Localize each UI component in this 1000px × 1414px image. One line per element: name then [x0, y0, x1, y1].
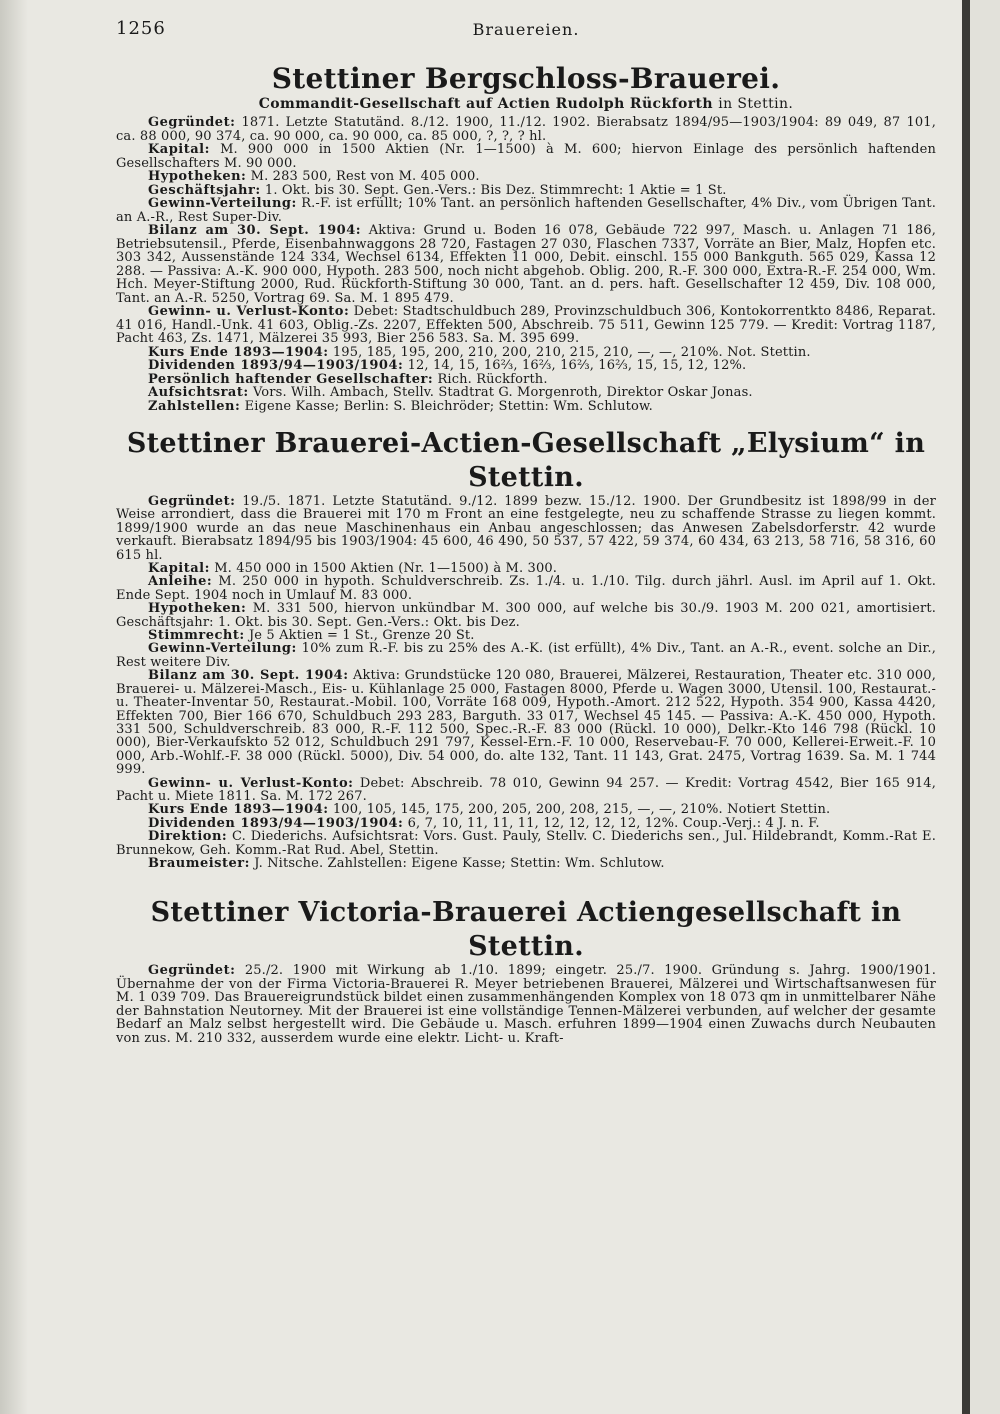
entry-label: Bilanz am 30. Sept. 1904: [148, 668, 349, 684]
entry-text: M. 450 000 in 1500 Aktien (Nr. 1—1500) à M. 300. [214, 561, 558, 577]
entry-text: 25./2. 1900 mit Wirkung ab 1./10. 1899; eingetr. 25./7. 1900. Gründung s. Jahrg. 1900/1901. Übernahme der von der Firma Victoria-Brauerei R. Meyer betriebenen Brauerei, Mälzerei und Wirtschaftsanwesen für M. 1 039 709. Das Brauereigrundstück bildet einen zusammenhängenden Komplex von 18 073 qm in unmittelbarer Nähe der Bahnstation Neutorney. Mit der Brauerei ist eine vollständige Tennen-Mälzerei verbunden, auf welcher der gesamte Bedarf an Malz selbst hergestellt wird. Die Gebäude u. Masch. erfuhren 1899—1904 einen Zuwachs durch Neubauten von zus. M. 210 332, ausserdem wurde eine elektr. Licht- u. Kraft- [116, 963, 936, 1046]
company-subtitle-name: Commandit-Gesellschaft auf Actien Rudolph Rückforth [258, 96, 713, 112]
entry-kapital [116, 143, 936, 170]
entry-zahlstellen [116, 400, 936, 414]
entry-label: Hypotheken: [148, 601, 247, 617]
entry-braumeister [116, 857, 936, 870]
entry-bilanz [116, 669, 936, 776]
entry-hypotheken [116, 602, 936, 629]
entry-text: Je 5 Aktien = 1 St., Grenze 20 St. [248, 628, 475, 644]
entry-label: Anleihe: [148, 574, 213, 590]
entry-label: Dividenden 1893/94—1903/1904: [148, 358, 404, 373]
entry-label: Zahlstellen: [148, 398, 241, 414]
company-section [116, 62, 936, 413]
entry-label: Direktion: [148, 829, 228, 845]
company-title: Stettiner Bergschloss-Brauerei. [271, 62, 781, 95]
entry-label: Gegründet: [148, 115, 236, 130]
entry-kurs [116, 346, 936, 360]
company-subtitle [116, 96, 936, 112]
entry-stimmrecht [116, 629, 936, 642]
entry-gesellschafter [116, 373, 936, 387]
entry-dividenden [116, 817, 936, 830]
entry-text: Debet: Stadtschuldbuch 289, Provinzschuldbuch 306, Kontokorrentkto 8486, Reparat. 41 016, Handl.-Unk. 41 603, Oblig.-Zs. 2207, Effekten 500, Abschreib. 75 511, Gewinn 125 779. — Kredit: Vortrag 1187, Pacht 463, Zs. 1471, Mälzerei 35 993, Bier 256 583. Sa. M. 395 699. [116, 304, 936, 346]
entry-label: Kapital: [148, 561, 210, 577]
entry-text: J. Nitsche. Zahlstellen: Eigene Kasse; Stettin: Wm. Schlutow. [254, 855, 665, 871]
entry-hypotheken [116, 170, 936, 184]
entry-label: Aufsichtsrat: [148, 385, 249, 400]
entry-label: Gewinn-Verteilung: [148, 196, 297, 211]
running-title: Brauereien. [472, 20, 580, 39]
entry-dividenden [116, 359, 936, 373]
company-section [116, 427, 936, 870]
entry-text: Eigene Kasse; Berlin: S. Bleichröder; Stettin: Wm. Schlutow. [244, 398, 653, 414]
company-title: Stettiner Brauerei-Actien-Gesellschaft „Elysium“ in Stettin. [126, 428, 926, 493]
entry-kurs [116, 803, 936, 816]
entry-gewinn-verteilung [116, 197, 936, 224]
entry-text: C. Diederichs. Aufsichtsrat: Vors. Gust. Pauly, Stellv. C. Diederichs sen., Jul. Hildebrandt, Komm.-Rat E. Brunnekow, Geh. Komm.-Rat Rud. Abel, Stettin. [116, 829, 936, 858]
company-section [116, 896, 936, 1045]
page-number: 1256 [116, 18, 166, 39]
entry-label: Kapital: [148, 142, 210, 157]
page-header [116, 18, 936, 44]
entry-label: Gewinn- u. Verlust-Konto: [148, 775, 354, 791]
entry-geschaeftsjahr [116, 184, 936, 198]
entry-kapital [116, 562, 936, 575]
entry-label: Gegründet: [148, 494, 236, 509]
entry-text: 1871. Letzte Statutänd. 8./12. 1900, 11./12. 1902. Bierabsatz 1894/95—1903/1904: 89 049, 87 101, ca. 88 000, 90 374, ca. 90 000, ca. 90 000, ca. 85 000, ?, ?, ? hl. [116, 115, 936, 144]
entry-gegruendet [116, 964, 936, 1045]
entry-label: Gewinn-Verteilung: [148, 641, 297, 657]
entry-label: Geschäftsjahr: [148, 182, 261, 198]
company-subtitle-place: in Stettin. [718, 96, 794, 112]
entry-label: Kurs Ende 1893—1904: [148, 344, 329, 360]
entry-label: Dividenden 1893/94—1903/1904: [148, 815, 404, 831]
entry-text: M. 331 500, hiervon unkündbar M. 300 000, auf welche bis 30./9. 1903 M. 200 021, amortisiert. Geschäftsjahr: 1. Okt. bis 30. Sept. Gen.-Vers.: Okt. bis Dez. [116, 601, 936, 630]
entry-text: 6, 7, 10, 11, 11, 11, 12, 12, 12, 12, 12%. Coup.-Verj.: 4 J. n. F. [407, 815, 820, 831]
entry-text: Debet: Abschreib. 78 010, Gewinn 94 257. — Kredit: Vortrag 4542, Bier 165 914, Pacht u. Miete 1811. Sa. M. 172 267. [116, 775, 936, 804]
entry-gegruendet [116, 116, 936, 143]
entry-text: M. 283 500, Rest von M. 405 000. [250, 169, 480, 184]
entry-label: Hypotheken: [148, 169, 247, 184]
page-content [116, 62, 936, 1045]
entry-text: 100, 105, 145, 175, 200, 205, 200, 208, 215, —, —, 210%. Notiert Stettin. [332, 802, 831, 818]
entry-text: Aktiva: Grundstücke 120 080, Brauerei, Mälzerei, Restauration, Theater etc. 310 000, Brauerei- u. Mälzerei-Masch., Eis- u. Kühlanlage 25 000, Fastagen 8000, Pferde u. Wagen 3000, Utensil. 100, Restaurat.- u. Theater-Inventar 50, Restaurat.-Mobil. 100, Vorräte 168 009, Hypoth.-Amort. 212 522, Hypoth. 354 900, Kassa 4420, Effekten 700, Bier 166 670, Schuldbuch 293 283, Barguth. 33 017, Wechsel 45 145. — Passiva: A.-K. 450 000, Hypoth. 331 500, Schuldverschreib. 83 000, R.-F. 112 500, Spec.-R.-F. 83 000 (Rückl. 10 000), Delkr.-Kto 146 798 (Rückl. 10 000), Bier-Verkaufskto 52 012, Schuldbuch 291 797, Kessel-Ern.-F. 10 000, Reservebau-F. 70 000, Kellerei-Erweit.-F. 10 000, Arb.-Wohlf.-F. 38 000 (Rückl. 5000), Div. 54 000, do. alte 132, Tant. 11 143, Grat. 2475, Vortrag 1639. Sa. M. 1 744 999. [116, 668, 937, 778]
entry-aufsichtsrat [116, 386, 936, 400]
entry-label: Stimmrecht: [148, 628, 245, 644]
entry-text: 19./5. 1871. Letzte Statutänd. 9./12. 1899 bezw. 15./12. 1900. Der Grundbesitz ist 1898/99 in der Weise arrondiert, dass die Brauerei mit 170 m Front an eine festgelegte, neu zu schaffende Strasse zu liegen kommt. 1899/1900 wurde an das neue Maschinenhaus ein Anbau angeschlossen; das Anwesen Zabelsdorferstr. 42 wurde verkauft. Bierabsatz 1894/95 bis 1903/1904: 45 600, 46 490, 50 537, 57 422, 59 374, 60 434, 63 213, 58 716, 58 316, 60 615 hl. [116, 494, 936, 563]
entry-label: Bilanz am 30. Sept. 1904: [148, 223, 362, 238]
entry-text: R.-F. ist erfüllt; 10% Tant. an persönlich haftenden Gesellschafter, 4% Div., vom Übrigen Tant. an A.-R., Rest Super-Div. [116, 196, 936, 225]
entry-label: Kurs Ende 1893—1904: [148, 802, 329, 818]
entry-text: 10% zum R.-F. bis zu 25% des A.-K. (ist erfüllt), 4% Div., Tant. an A.-R., event. solche an Dir., Rest weitere Div. [116, 641, 936, 670]
entry-text: M. 900 000 in 1500 Aktien (Nr. 1—1500) à M. 600; hiervon Einlage des persönlich haftenden Gesellschafters M. 90 000. [116, 142, 936, 171]
entry-label: Gegründet: [148, 963, 236, 979]
entry-text: Rich. Rückforth. [437, 371, 548, 387]
entry-anleihe [116, 575, 936, 602]
book-gutter [962, 0, 970, 1414]
entry-gewinn-verteilung [116, 642, 936, 669]
company-title: Stettiner Victoria-Brauerei Actiengesellschaft in Stettin. [150, 897, 902, 963]
entry-text: 195, 185, 195, 200, 210, 200, 210, 215, 210, —, —, 210%. Not. Stettin. [332, 344, 811, 360]
entry-gewinn-verlust [116, 305, 936, 346]
entry-text: 1. Okt. bis 30. Sept. Gen.-Vers.: Bis Dez. Stimmrecht: 1 Aktie = 1 St. [264, 182, 727, 198]
entry-text: Vors. Wilh. Ambach, Stellv. Stadtrat G. Morgenroth, Direktor Oskar Jonas. [252, 385, 753, 400]
entry-label: Braumeister: [148, 855, 250, 871]
entry-direktion [116, 830, 936, 857]
entry-gegruendet [116, 495, 936, 562]
entry-label: Persönlich haftender Gesellschafter: [148, 371, 434, 387]
entry-text: Aktiva: Grund u. Boden 16 078, Gebäude 722 997, Masch. u. Anlagen 71 186, Betriebsutensil., Pferde, Eisenbahnwaggons 28 720, Fastagen 27 030, Flaschen 7337, Vorräte an Bier, Malz, Hopfen etc. 303 342, Aussenstände 124 334, Wechsel 6134, Effekten 11 000, Debit. einschl. 155 000 Bankguth. 565 029, Kassa 12 288. — Passiva: A.-K. 900 000, Hypoth. 283 500, noch nicht abgehob. Oblig. 200, R.-F. 300 000, Extra-R.-F. 254 000, Wm. Hch. Meyer-Stiftung 2000, Rud. Rückforth-Stiftung 30 000, Tant. an d. pers. haft. Gesellschafter 12 459, Div. 108 000, Tant. an A.-R. 5250, Vortrag 69. Sa. M. 1 895 479. [116, 223, 936, 306]
entry-bilanz [116, 224, 936, 305]
entry-text: M. 250 000 in hypoth. Schuldverschreib. Zs. 1./4. u. 1./10. Tilg. durch jährl. Ausl. im April auf 1. Okt. Ende Sept. 1904 noch in Umlauf M. 83 000. [116, 574, 936, 603]
entry-label: Gewinn- u. Verlust-Konto: [148, 304, 350, 319]
entry-gewinn-verlust [116, 777, 936, 804]
facing-page-edge [970, 0, 1000, 1414]
entry-text: 12, 14, 15, 16⅔, 16⅔, 16⅔, 16⅔, 15, 15, 12, 12%. [407, 358, 747, 373]
